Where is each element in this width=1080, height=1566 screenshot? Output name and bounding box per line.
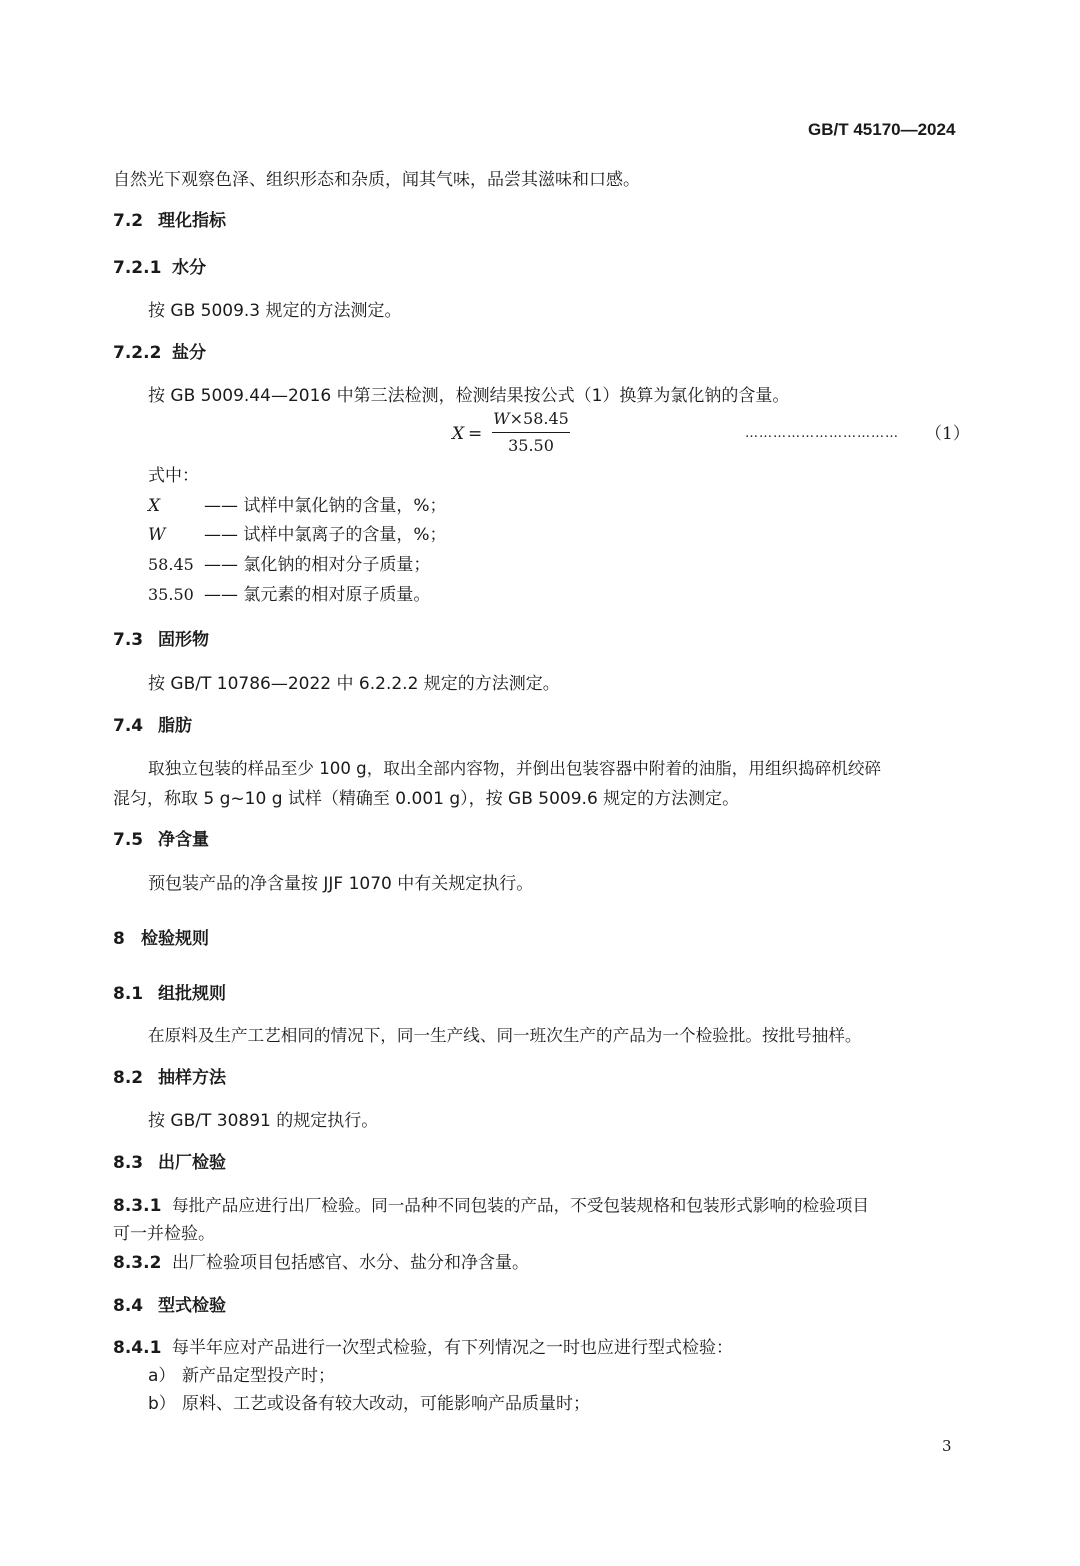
where-symbol: 58.45 <box>148 555 194 574</box>
where-symbol: W <box>148 525 166 545</box>
section-7-2-1-title: 水分 <box>172 258 206 278</box>
formula-numerator-variable: W <box>493 409 510 428</box>
where-description: —— 试样中氯离子的含量，%； <box>204 525 447 545</box>
section-7-5-title: 净含量 <box>158 830 209 850</box>
formula-equals: = <box>468 424 483 444</box>
section-7-2-1-text: 按 GB 5009.3 规定的方法测定。 <box>148 301 402 321</box>
section-7-2-title: 理化指标 <box>158 211 226 231</box>
section-8-3-number: 8.3 <box>113 1153 144 1173</box>
where-description: —— 试样中氯化钠的含量，%； <box>204 496 447 516</box>
section-7-2-2-text: 按 GB 5009.44—2016 中第三法检测，检测结果按公式（1）换算为氯化钠的含量。 <box>148 386 790 406</box>
section-8-3-title: 出厂检验 <box>158 1153 226 1173</box>
standard-number: GB/T 45170—2024 <box>808 120 956 139</box>
section-7-5-number: 7.5 <box>113 830 144 850</box>
page-number: 3 <box>942 1437 952 1455</box>
list-item-marker: b） <box>148 1394 176 1414</box>
section-7-2-1-number: 7.2.1 <box>113 258 162 278</box>
formula-lhs: X <box>452 424 465 444</box>
list-item-text: 新产品定型投产时； <box>182 1366 335 1386</box>
section-7-4-line-2: 混匀，称取 5 g~10 g 试样（精确至 0.001 g），按 GB 5009.6 规定的方法测定。 <box>113 789 740 809</box>
section-7-2-2-title: 盐分 <box>172 343 206 363</box>
where-symbol: 35.50 <box>148 585 194 604</box>
section-8-2-number: 8.2 <box>113 1068 144 1088</box>
formula-label: （1） <box>925 424 970 444</box>
section-8-3-1-line-1: 每批产品应进行出厂检验。同一品种不同包装的产品，不受包装规格和包装形式影响的检验项目 <box>172 1196 869 1215</box>
intro-line: 自然光下观察色泽、组织形态和杂质，闻其气味，品尝其滋味和口感。 <box>113 170 640 190</box>
section-7-2-number: 7.2 <box>113 211 144 231</box>
fraction-bar <box>492 432 570 433</box>
where-label: 式中： <box>148 466 199 486</box>
section-7-4-title: 脂肪 <box>158 716 192 736</box>
section-8-1-text: 在原料及生产工艺相同的情况下，同一生产线、同一班次生产的产品为一个检验批。按批号抽样。 <box>148 1026 862 1045</box>
section-8-3-1-number: 8.3.1 <box>113 1196 162 1216</box>
section-8-2-title: 抽样方法 <box>158 1068 226 1088</box>
list-item-marker: a） <box>148 1366 176 1386</box>
section-8-3-2-text: 出厂检验项目包括感官、水分、盐分和净含量。 <box>172 1253 529 1273</box>
section-7-3-title: 固形物 <box>158 630 209 650</box>
section-8-1-number: 8.1 <box>113 984 144 1004</box>
section-7-3-number: 7.3 <box>113 630 144 650</box>
where-symbol: X <box>148 496 161 516</box>
section-8-1-title: 组批规则 <box>158 984 226 1004</box>
section-8-3-1-line-2: 可一并检验。 <box>113 1224 215 1244</box>
section-8-4-1-number: 8.4.1 <box>113 1338 162 1358</box>
section-8-4-1-text: 每半年应对产品进行一次型式检验，有下列情况之一时也应进行型式检验： <box>172 1338 733 1358</box>
section-8-3-2-number: 8.3.2 <box>113 1253 162 1273</box>
formula-leader-dots: …………………………… <box>745 426 899 441</box>
list-item-text: 原料、工艺或设备有较大改动，可能影响产品质量时； <box>182 1394 590 1414</box>
formula-denominator: 35.50 <box>508 436 554 455</box>
formula-numerator <box>492 408 570 430</box>
section-7-4-number: 7.4 <box>113 716 144 736</box>
where-description: —— 氯元素的相对原子质量。 <box>204 585 431 605</box>
section-8-4-title: 型式检验 <box>158 1296 226 1316</box>
section-8-4-number: 8.4 <box>113 1296 144 1316</box>
where-description: —— 氯化钠的相对分子质量； <box>204 555 431 575</box>
section-7-3-text: 按 GB/T 10786—2022 中 6.2.2.2 规定的方法测定。 <box>148 674 560 694</box>
section-8-2-text: 按 GB/T 30891 的规定执行。 <box>148 1111 379 1131</box>
formula-numerator-rest: ×58.45 <box>509 409 569 428</box>
section-8-title: 检验规则 <box>141 929 209 949</box>
section-7-4-line-1: 取独立包装的样品至少 100 g，取出全部内容物，并倒出包装容器中附着的油脂，用组织捣碎机绞碎 <box>148 759 882 778</box>
section-7-2-2-number: 7.2.2 <box>113 343 162 363</box>
section-8-number: 8 <box>113 929 125 949</box>
section-7-5-text: 预包装产品的净含量按 JJF 1070 中有关规定执行。 <box>148 874 534 894</box>
formula-fraction <box>492 408 570 457</box>
